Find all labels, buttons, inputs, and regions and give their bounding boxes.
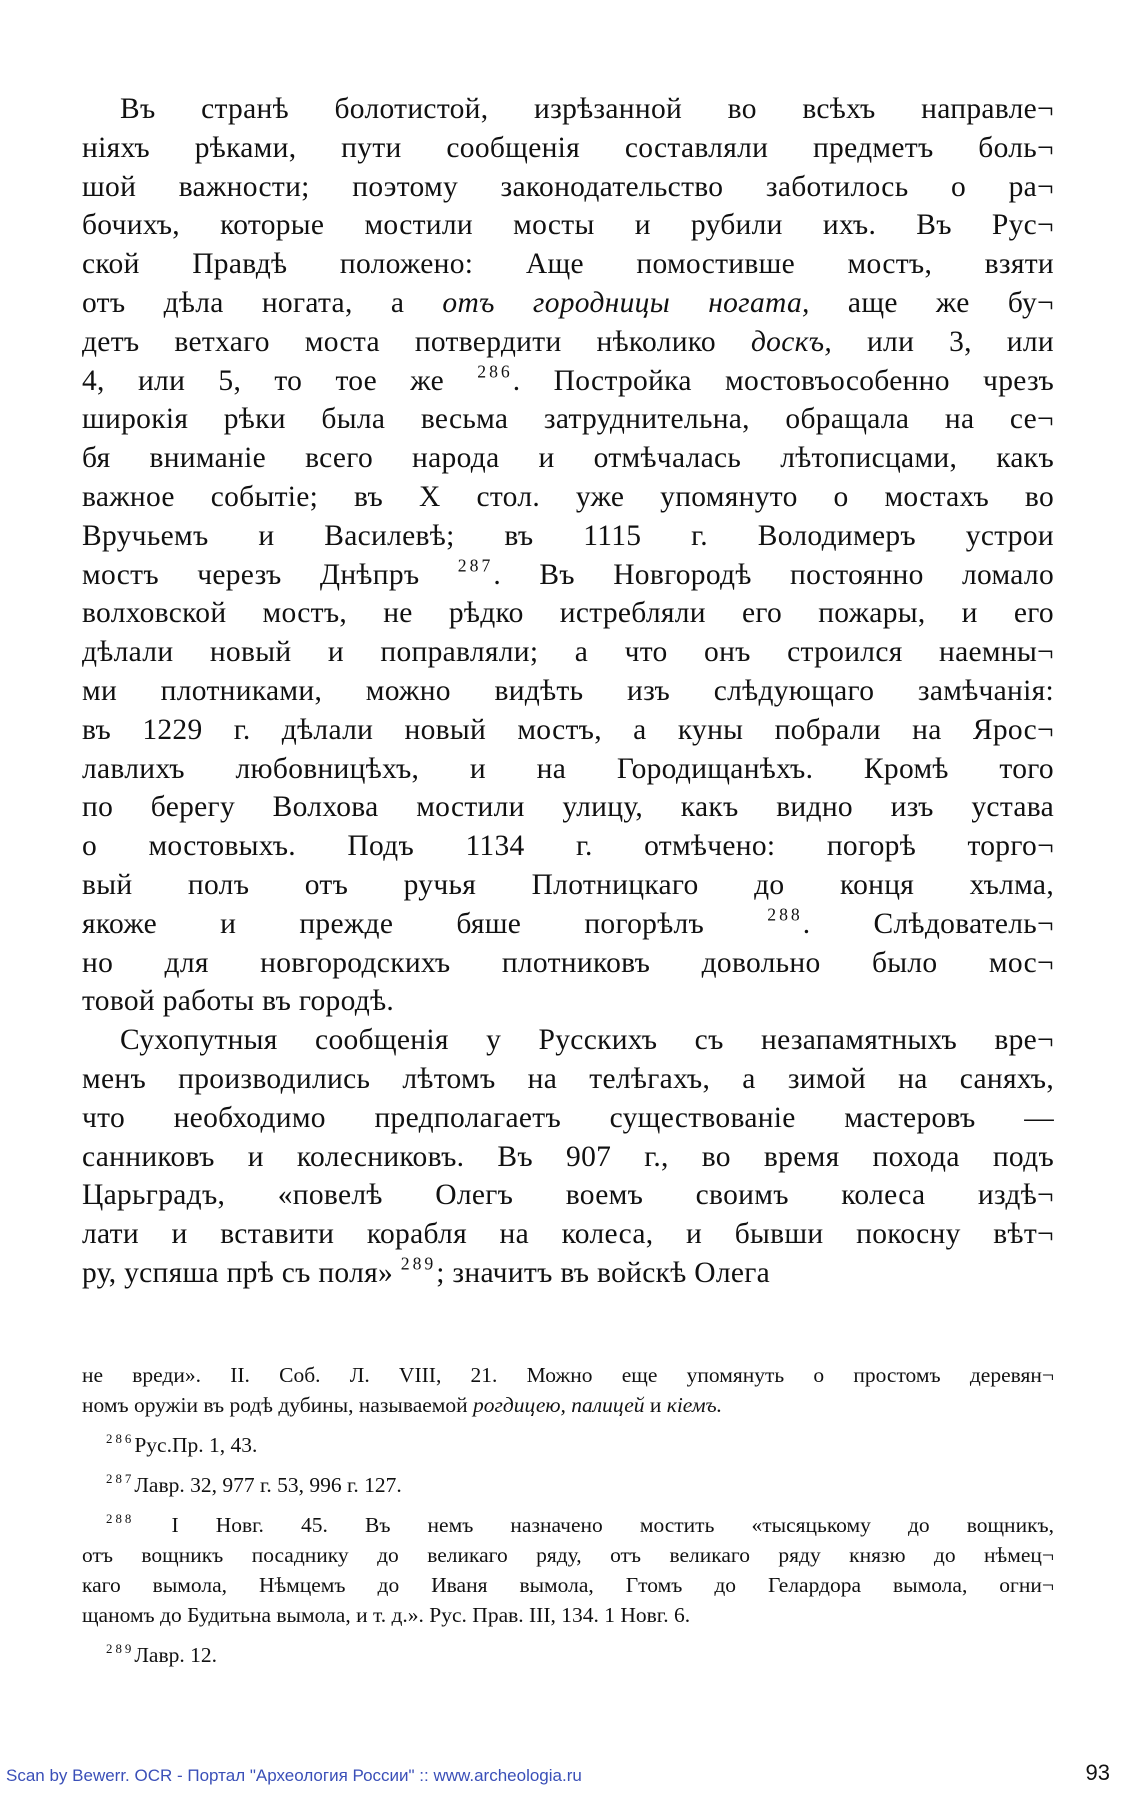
text-line: что необходимо предполагаетъ существованіе мастеровъ — xyxy=(82,1101,1054,1134)
text-line: дѣлали новый и поправляли; а что онъ строился наемны¬ xyxy=(82,636,1054,669)
footnote-289 xyxy=(82,1640,1054,1670)
text-segment: детъ ветхаго моста потвердити нѣколико xyxy=(82,325,751,358)
text-line: лати и вставити корабля на колеса, и бывши покосну вѣт¬ xyxy=(82,1218,1054,1251)
footnote-text: Рус.Пр. 1, 43. xyxy=(134,1433,258,1457)
scan-credit: Scan by Bewerr. OCR - Портал "Археология России" :: www.archeologia.ru xyxy=(6,1766,582,1785)
italic-text: доскъ, xyxy=(750,325,833,358)
text-segment: . Слѣдователь¬ xyxy=(802,907,1054,940)
text-line: менъ производились лѣтомъ на телѣгахъ, а зимой на саняхъ, xyxy=(82,1062,1054,1095)
footnote-reference: 288 xyxy=(767,904,803,925)
page-footer xyxy=(0,1760,1140,1790)
text-line xyxy=(82,323,1054,362)
text-line: санниковъ и колесниковъ. Въ 907 г., во время похода подъ xyxy=(82,1140,1054,1173)
text-segment: . Въ Новгородѣ постоянно ломало xyxy=(493,558,1055,591)
text-segment: аще же бу¬ xyxy=(809,286,1054,319)
footnote-287 xyxy=(82,1470,1054,1500)
text-line: ми плотниками, можно видѣть изъ слѣдующаго замѣчанія: xyxy=(82,674,1054,707)
text-line: Царьградъ, «повелѣ Олегъ воемъ своимъ колеса издѣ¬ xyxy=(82,1179,1054,1212)
footnote-italic: рогдицею, палицей xyxy=(473,1393,645,1417)
footnote-286 xyxy=(82,1430,1054,1460)
text-segment: мостъ черезъ Днѣпръ xyxy=(82,558,458,591)
text-line: Въ странѣ болотистой, изрѣзанной во всѣхъ направле¬ xyxy=(120,93,1054,125)
text-segment: отъ дѣла ногата, а xyxy=(82,286,443,319)
text-line xyxy=(82,284,1054,323)
footnote-text: и xyxy=(644,1393,667,1417)
text-segment: или 3, или xyxy=(832,325,1054,358)
footnote-text: Лавр. 32, 977 г. 53, 996 г. 127. xyxy=(134,1473,402,1497)
text-line: важное событіе; въ X стол. уже упомянуто о мостахъ во xyxy=(82,480,1054,513)
text-line: ской Правдѣ положено: Аще помостивше мостъ, взяти xyxy=(82,248,1054,281)
footnote-288-line: отъ вощникъ посаднику до великаго ряду, отъ великаго ряду князю до нѣмец¬ xyxy=(82,1543,1054,1567)
footnote-marker: 288 xyxy=(106,1511,135,1526)
text-line: по берегу Волхова мостили улицу, какъ видно изъ устава xyxy=(82,791,1054,824)
text-line: бочихъ, которые мостили мосты и рубили ихъ. Въ Рус¬ xyxy=(82,209,1054,242)
text-line: товой работы въ городѣ. xyxy=(82,985,395,1018)
text-line: Сухопутныя сообщенія у Русскихъ съ незапамятныхъ вре¬ xyxy=(120,1024,1054,1057)
page-number: 93 xyxy=(1085,1760,1110,1785)
text-line xyxy=(82,1254,1054,1293)
text-line: ніяхъ рѣками, пути сообщенія составляли предметъ боль¬ xyxy=(82,131,1054,164)
text-line xyxy=(82,556,1054,595)
footnote-continuation-line: не вреди». II. Соб. Л. VIII, 21. Можно еще упомянуть о простомъ деревян¬ xyxy=(82,1363,1054,1387)
main-text xyxy=(82,90,1054,1293)
text-line: о мостовыхъ. Подъ 1134 г. отмѣчено: погорѣ торго¬ xyxy=(82,830,1054,863)
footnote-marker: 286 xyxy=(106,1431,135,1446)
text-segment: 4, или 5, то тое же xyxy=(82,364,478,397)
text-line: широкія рѣки была весьма затруднительна, обращала на се¬ xyxy=(82,403,1054,436)
text-line: волховской мостъ, не рѣдко истребляли его пожары, и его xyxy=(82,597,1054,630)
footnote-288-line: каго вымола, Нѣмцемъ до Иваня вымола, Гтомъ до Гелардора вымола, огни¬ xyxy=(82,1573,1054,1597)
footnote-288 xyxy=(82,1510,1054,1540)
text-segment: ; значитъ въ войскѣ Олега xyxy=(436,1256,771,1289)
text-segment: . Постройка мостовъособенно чрезъ xyxy=(512,364,1054,397)
footnote-288-line: щаномъ до Будитьна вымола, и т. д.». Рус. Прав. III, 134. 1 Новг. 6. xyxy=(82,1603,691,1627)
footnote-marker: 289 xyxy=(106,1641,135,1656)
text-line: но для новгородскихъ плотниковъ довольно было мос¬ xyxy=(82,946,1054,979)
text-line: Вручьемъ и Василевѣ; въ 1115 г. Володимеръ устрои xyxy=(82,519,1054,552)
text-line: бя вниманіе всего народа и отмѣчалась лѣтописцами, какъ xyxy=(82,442,1054,475)
text-line: лавлихъ любовницѣхъ, и на Городищанѣхъ. Кромѣ того xyxy=(82,752,1054,785)
text-line xyxy=(82,905,1054,944)
text-line: въ 1229 г. дѣлали новый мостъ, а куны побрали на Ярос¬ xyxy=(82,713,1054,746)
italic-text: отъ городницы ногата, xyxy=(442,286,810,319)
text-line: вый полъ отъ ручья Плотницкаго до конця хълма, xyxy=(82,868,1054,901)
text-line: шой важности; поэтому законодательство заботилось о ра¬ xyxy=(82,170,1054,203)
footnote-reference: 289 xyxy=(400,1253,437,1274)
footnote-text: Лавр. 12. xyxy=(134,1643,217,1667)
text-segment: якоже и прежде бяше погорѣлъ xyxy=(82,907,768,940)
footnote-marker: 287 xyxy=(106,1471,135,1486)
text-segment: ру, успяша прѣ съ поля» xyxy=(82,1256,401,1289)
footnote-reference: 286 xyxy=(477,361,513,382)
footnote-continuation-line xyxy=(82,1390,1054,1420)
footnote-reference: 287 xyxy=(457,555,494,576)
footnote-text: I Новг. 45. Въ немъ назначено мостить «тысяцькому до вощникъ, xyxy=(171,1513,1055,1537)
text-line xyxy=(82,362,1054,401)
footnotes xyxy=(82,1360,1054,1670)
footnote-text: номъ оружіи въ родѣ дубины, называемой xyxy=(82,1393,474,1417)
footnote-italic: кіемъ. xyxy=(666,1393,723,1417)
